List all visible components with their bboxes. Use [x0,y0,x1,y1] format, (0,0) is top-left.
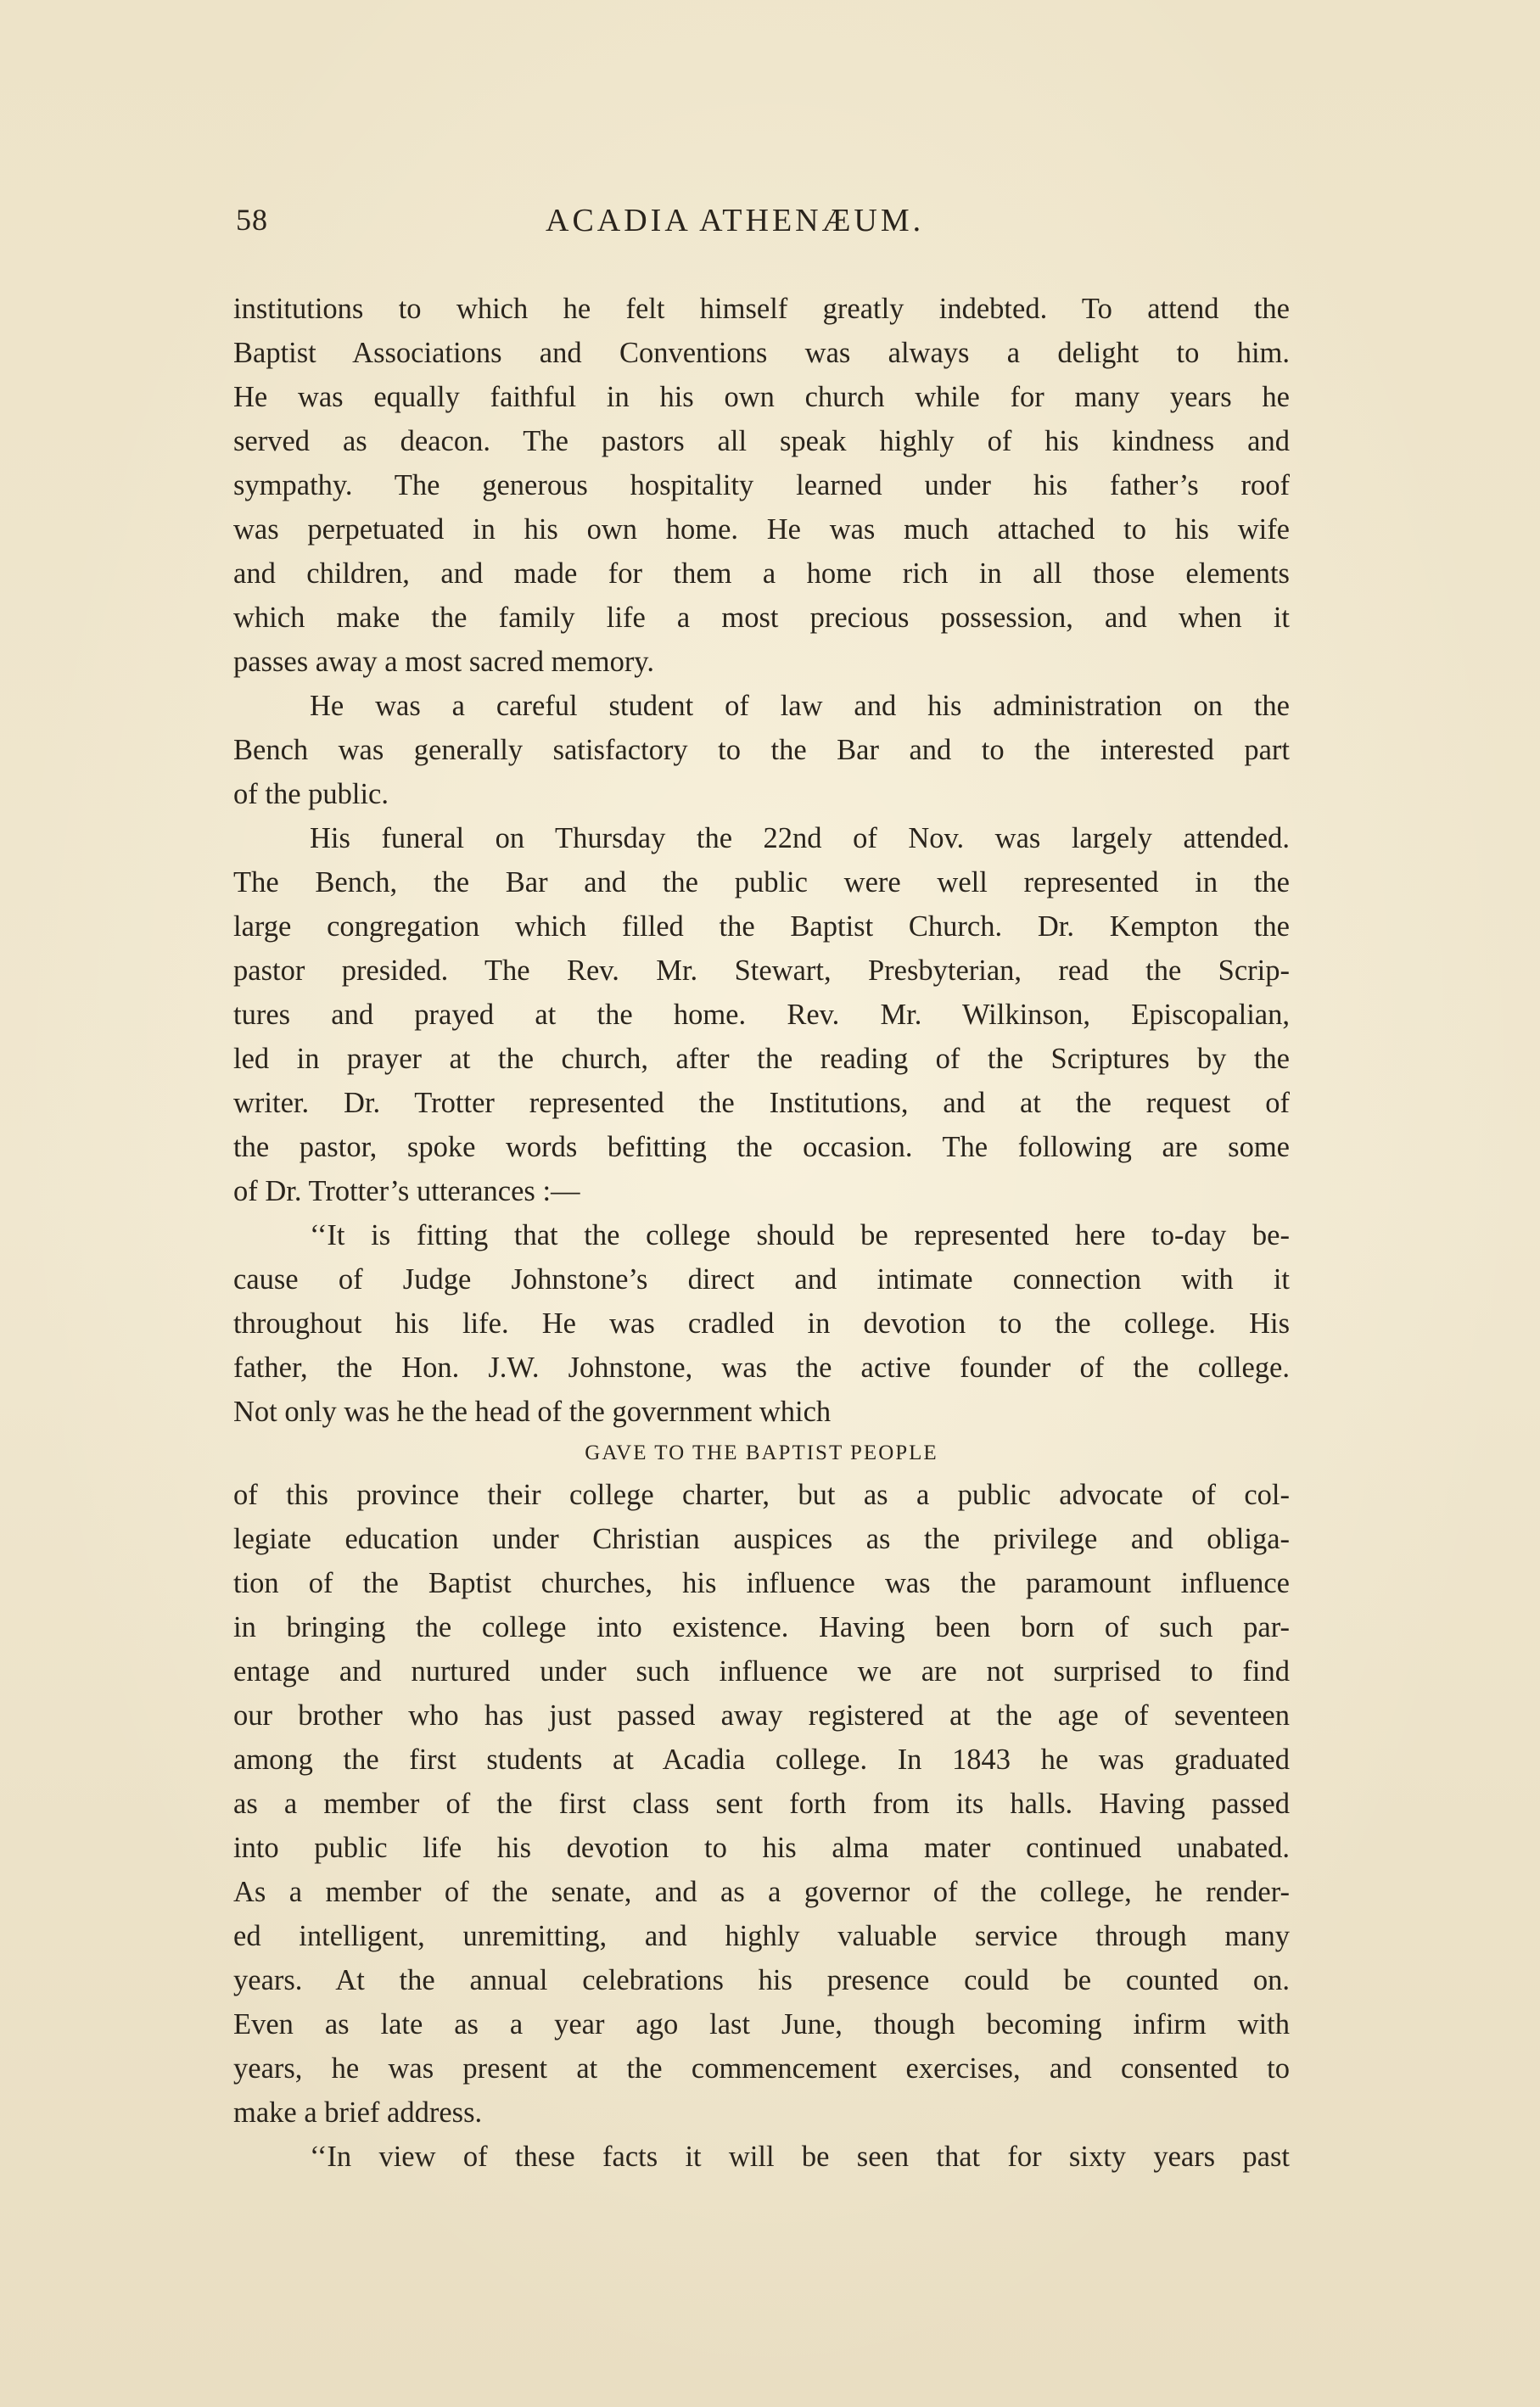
text-line: He was a careful student of law and his administration on the [310,690,1290,722]
text-line: large congregation which filled the Baptist Church. Dr. Kempton the [233,910,1290,943]
text-line: tion of the Baptist churches, his influence was the paramount influence [233,1567,1290,1599]
text-line: years, he was present at the commencement exercises, and consented to [233,2052,1290,2085]
text-line: tures and prayed at the home. Rev. Mr. Wilkinson, Episcopalian, [233,999,1290,1031]
text-line: among the first students at Acadia college. In 1843 he was graduated [233,1744,1290,1776]
text-line: ‘‘In view of these facts it will be seen that for sixty years past [310,2141,1290,2173]
text-line: sympathy. The generous hospitality learned under his father’s roof [233,469,1290,501]
text-line: was perpetuated in his own home. He was much attached to his wife [233,513,1290,546]
text-line: our brother who has just passed away registered at the age of seventeen [233,1699,1290,1732]
text-line: institutions to which he felt himself greatly indebted. To attend the [233,293,1290,325]
text-line: ed intelligent, unremitting, and highly valuable service through many [233,1920,1290,1952]
journal-title: ACADIA ATHENÆUM. [546,203,925,238]
text-line: He was equally faithful in his own church while for many years he [233,381,1290,413]
text-line: Not only was he the head of the government which [233,1396,832,1428]
text-line: His funeral on Thursday the 22nd of Nov. was largely attended. [310,822,1290,854]
page-number: 58 [236,203,268,237]
text-line: pastor presided. The Rev. Mr. Stewart, Presbyterian, read the Scrip- [233,954,1290,987]
text-line: legiate education under Christian auspices as the privilege and obliga- [233,1523,1290,1555]
text-line: led in prayer at the church, after the reading of the Scriptures by the [233,1043,1290,1075]
text-line: which make the family life a most precious possession, and when it [233,602,1290,634]
text-line: of Dr. Trotter’s utterances :— [233,1175,580,1207]
text-line: and children, and made for them a home rich in all those elements [233,557,1290,590]
body-text [233,287,1290,2179]
text-line: Baptist Associations and Conventions was always a delight to him. [233,337,1290,369]
text-line: years. At the annual celebrations his presence could be counted on. [233,1964,1290,1996]
text-line: cause of Judge Johnstone’s direct and intimate connection with it [233,1263,1290,1296]
running-head [236,202,1288,253]
text-line: the pastor, spoke words befitting the occasion. The following are some [233,1131,1290,1163]
text-line: Bench was generally satisfactory to the Bar and to the interested part [233,734,1290,766]
text-line: Even as late as a year ago last June, though becoming infirm with [233,2008,1290,2040]
text-line: The Bench, the Bar and the public were well represented in the [233,866,1290,898]
text-line: of the public. [233,778,389,810]
text-line: as a member of the first class sent forth from its halls. Having passed [233,1788,1290,1820]
text-line: make a brief address. [233,2096,483,2129]
section-heading: GAVE TO THE BAPTIST PEOPLE [585,1441,938,1464]
text-line: throughout his life. He was cradled in devotion to the college. His [233,1307,1290,1340]
text-line: into public life his devotion to his alma mater continued unabated. [233,1832,1290,1864]
text-line: entage and nurtured under such influence we are not surprised to find [233,1655,1290,1688]
text-line: passes away a most sacred memory. [233,646,654,678]
text-line: As a member of the senate, and as a governor of the college, he render- [233,1876,1290,1908]
text-line: writer. Dr. Trotter represented the Institutions, and at the request of [233,1087,1290,1119]
text-line: father, the Hon. J.W. Johnstone, was the active founder of the college. [233,1352,1290,1384]
text-line: in bringing the college into existence. Having been born of such par- [233,1611,1290,1643]
text-line: served as deacon. The pastors all speak highly of his kindness and [233,425,1290,457]
text-line: of this province their college charter, but as a public advocate of col- [233,1479,1290,1511]
text-line: ‘‘It is fitting that the college should be represented here to-day be- [310,1219,1290,1251]
